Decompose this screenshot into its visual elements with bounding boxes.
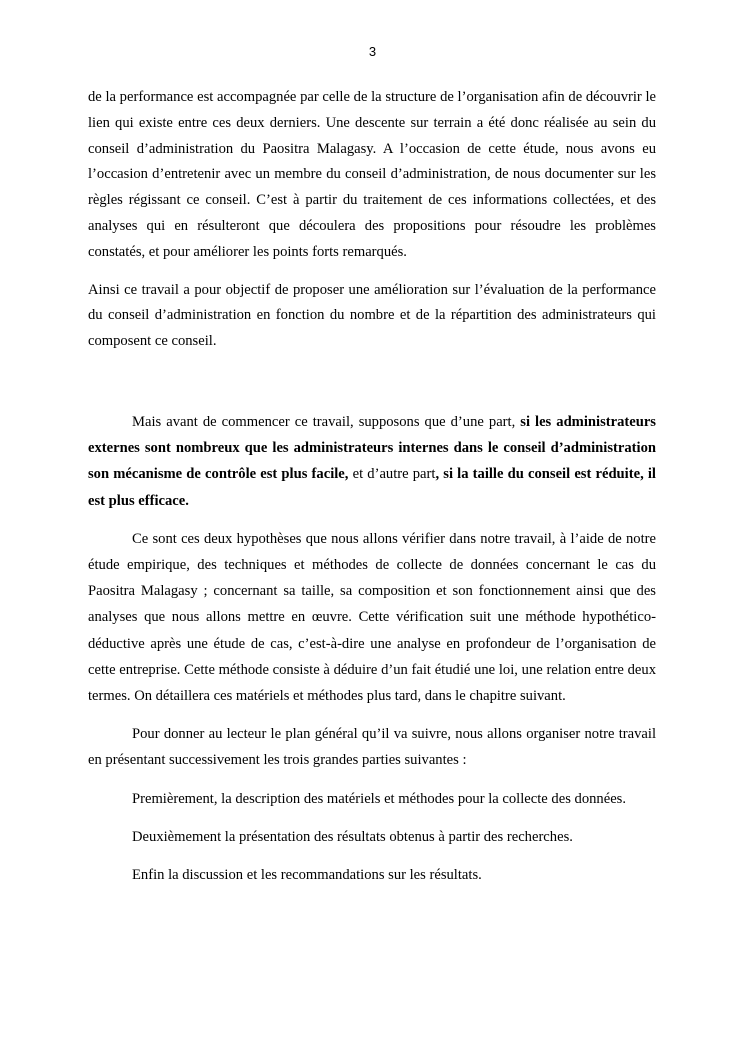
hypotheses-text-lead: Mais avant de commencer ce travail, supposons que d’une part, xyxy=(132,413,521,430)
paragraph-verification-method: Ce sont ces deux hypothèses que nous allons vérifier dans notre travail, à l’aide de notre étude empirique, des techniques et méthodes de collecte de données concernant le cas du Paositra Malagasy ; concernant sa taille, sa composition et son fonctionnement ainsi que des analyses que nous allons mettre en œuvre. Cette vérification suit une méthode hypothético-déductive après une étude de cas, c’est-à-dire une analyse en profondeur de l’organisation de cette entreprise. Cette méthode consiste à déduire d’un fait étudié une loi, une relation entre deux termes. On détaillera ces matériels et méthodes plus tard, dans le chapitre suivant. xyxy=(88,530,656,704)
paragraph-intro-continuation: de la performance est accompagnée par celle de la structure de l’organisation afin de découvrir le lien qui existe entre ces deux derniers. Une descente sur terrain a été donc réalisée au sein du conseil d’administration du Paositra Malagasy. A l’occasion de cette étude, nous avons eu l’occasion d’entretenir avec un membre du conseil d’administration, de nous documenter sur les règles régissant ce conseil. C’est à partir du traitement de ces informations collectées, et des analyses qui en résulteront que découlera des propositions pour résoudre les problèmes constatés, et pour améliorer les points forts remarqués. xyxy=(88,89,656,260)
hypothesis-two-bold: , si la taille du conseil est réduite, il est plus efficace. xyxy=(88,466,656,509)
document-body xyxy=(88,85,656,885)
hypothesis-one-bold: si les administrateurs externes sont nombreux que les administrateurs internes dans le conseil d’administration son mécanisme de contrôle est plus facile, xyxy=(88,413,656,483)
plan-item-third: Enfin la discussion et les recommandations sur les résultats. xyxy=(132,866,482,883)
page-number: 3 xyxy=(368,44,377,59)
paragraph-general-plan: Pour donner au lecteur le plan général qu’il va suivre, nous allons organiser notre travail en présentant successivement les trois grandes parties suivantes : xyxy=(88,726,656,769)
plan-item-second: Deuxièmement la présentation des résultats obtenus à partir des recherches. xyxy=(132,828,573,845)
paragraph-objective: Ainsi ce travail a pour objectif de proposer une amélioration sur l’évaluation de la performance du conseil d’administration en fonction du nombre et de la répartition des administrateurs qui composent ce conseil. xyxy=(88,281,656,350)
plan-item-first: Premièrement, la description des matériels et méthodes pour la collecte des données. xyxy=(132,790,626,807)
paragraph-hypotheses xyxy=(88,409,656,514)
hypotheses-text-middle: et d’autre part xyxy=(348,466,436,483)
